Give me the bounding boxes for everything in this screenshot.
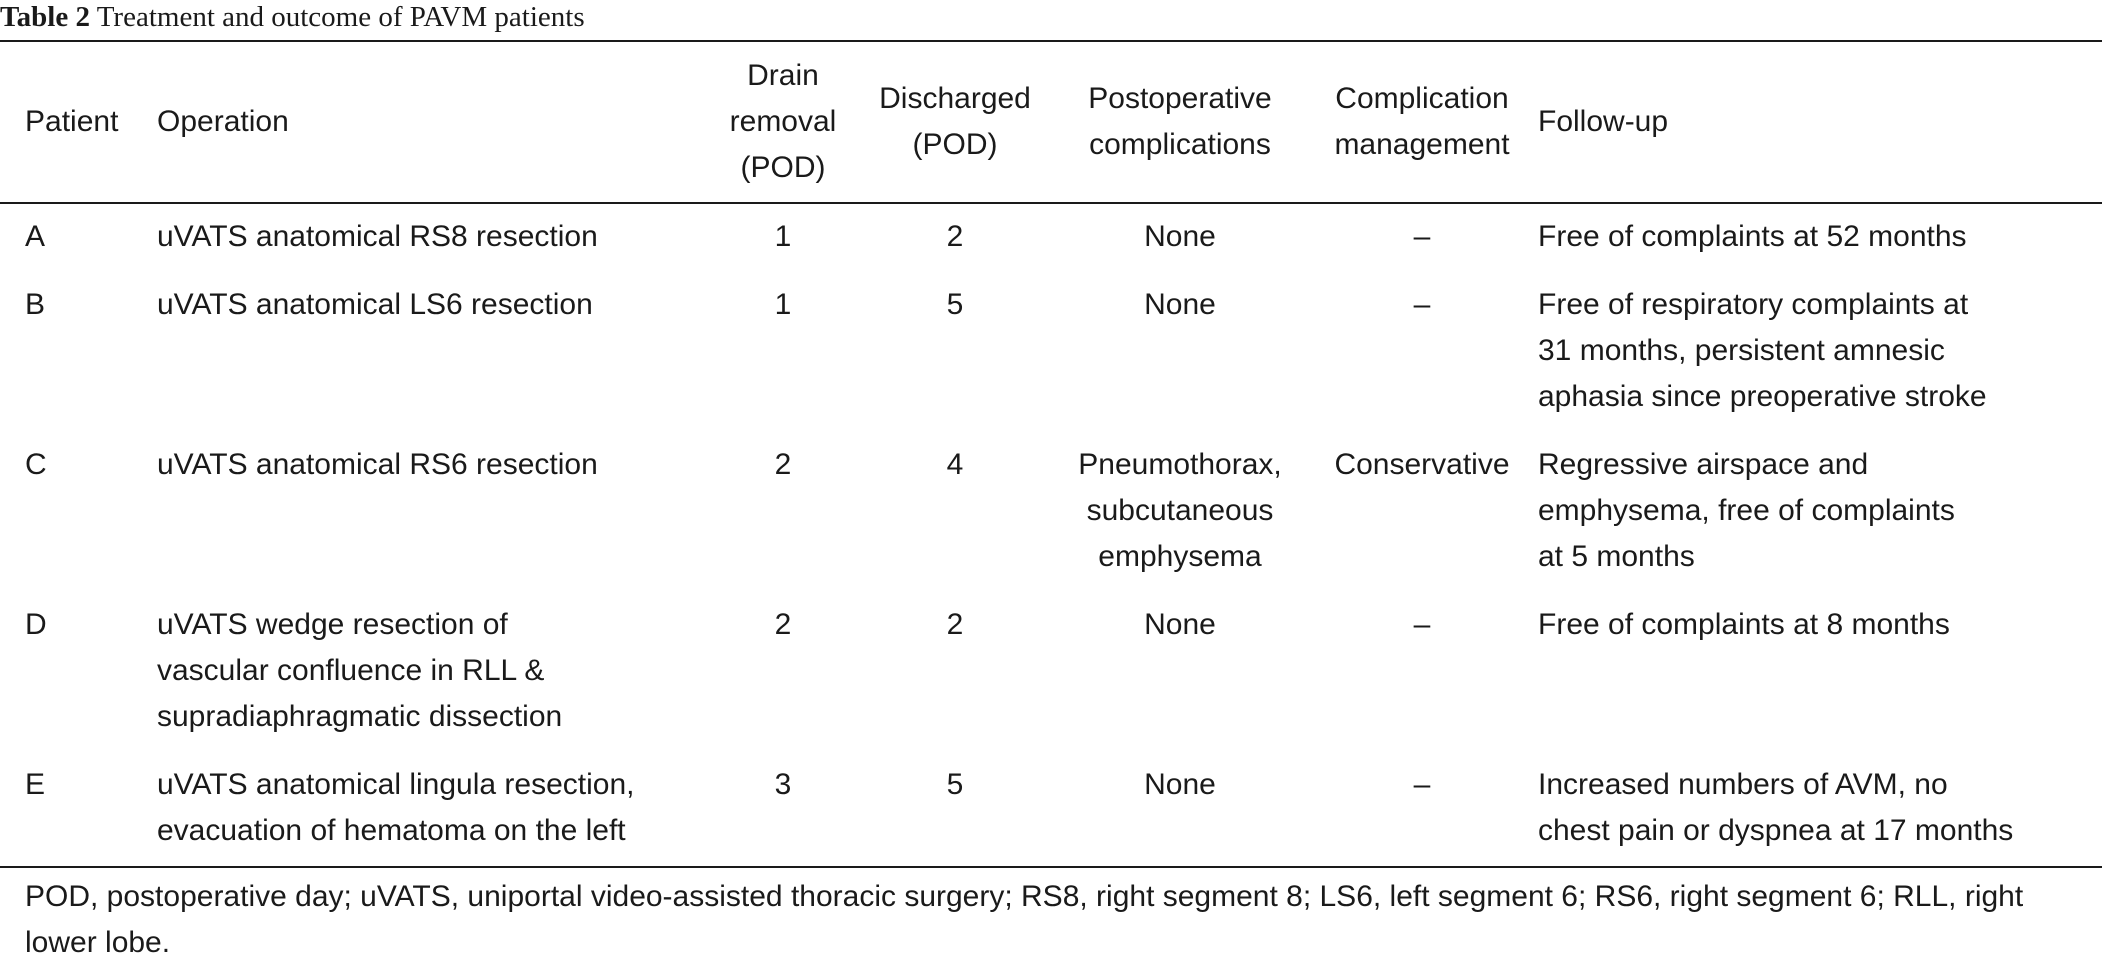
cell-patient: C	[25, 448, 47, 481]
cell-drain-removal: 2	[774, 448, 792, 481]
table-caption-label: Table 2	[0, 1, 90, 33]
cell-patient: E	[25, 768, 46, 801]
table-row	[0, 590, 2102, 750]
table-caption-title: Treatment and outcome of PAVM patients	[96, 1, 585, 33]
table-footnote: POD, postoperative day; uVATS, uniportal video-assisted thoracic surgery; RS8, right segment 8; LS6, left segment 6; RS6, right segment 6; RLL, right lower lobe.	[25, 880, 2024, 959]
table-row	[0, 202, 2102, 270]
cell-patient: B	[25, 288, 46, 321]
outcome-table	[0, 42, 2102, 868]
cell-follow-up: Free of respiratory complaints at 31 months, persistent amnesic aphasia since preoperative stroke	[1538, 288, 1987, 413]
cell-complication-management: –	[1413, 288, 1431, 321]
cell-patient: A	[25, 220, 46, 253]
cell-drain-removal: 1	[774, 288, 792, 321]
cell-postoperative-complications: None	[1144, 608, 1216, 641]
cell-operation: uVATS wedge resection of vascular confluence in RLL & supradiaphragmatic dissection	[157, 608, 563, 733]
header-row	[0, 42, 2102, 202]
cell-drain-removal: 3	[774, 768, 792, 801]
cell-follow-up: Regressive airspace and emphysema, free of complaints at 5 months	[1538, 448, 1955, 573]
cell-discharged: 2	[946, 220, 964, 253]
header-patient: Patient	[25, 105, 119, 138]
table-row	[0, 430, 2102, 590]
cell-discharged: 4	[946, 448, 964, 481]
cell-follow-up: Increased numbers of AVM, no chest pain or dyspnea at 17 months	[1538, 768, 2014, 847]
header-complication-management: Complication management	[1334, 82, 1510, 161]
cell-postoperative-complications: Pneumothorax, subcutaneous emphysema	[1078, 448, 1282, 573]
cell-operation: uVATS anatomical RS8 resection	[157, 220, 598, 253]
cell-postoperative-complications: None	[1144, 288, 1216, 321]
header-discharged: Discharged (POD)	[879, 82, 1031, 161]
header-follow-up: Follow-up	[1538, 105, 1669, 138]
cell-postoperative-complications: None	[1144, 220, 1216, 253]
cell-follow-up: Free of complaints at 8 months	[1538, 608, 1950, 641]
cell-drain-removal: 1	[774, 220, 792, 253]
cell-complication-management: –	[1413, 608, 1431, 641]
cell-operation: uVATS anatomical lingula resection, evacuation of hematoma on the left	[157, 768, 635, 847]
cell-discharged: 5	[946, 768, 964, 801]
cell-follow-up: Free of complaints at 52 months	[1538, 220, 1967, 253]
cell-complication-management: –	[1413, 768, 1431, 801]
cell-complication-management: Conservative	[1334, 448, 1510, 481]
header-operation: Operation	[157, 105, 289, 138]
cell-drain-removal: 2	[774, 608, 792, 641]
cell-operation: uVATS anatomical LS6 resection	[157, 288, 593, 321]
table-caption	[0, 0, 585, 38]
header-drain-removal: Drain removal (POD)	[729, 59, 837, 184]
cell-postoperative-complications: None	[1144, 768, 1216, 801]
cell-operation: uVATS anatomical RS6 resection	[157, 448, 598, 481]
header-postoperative-complications: Postoperative complications	[1088, 82, 1272, 161]
cell-complication-management: –	[1413, 220, 1431, 253]
table-row	[0, 270, 2102, 430]
cell-discharged: 5	[946, 288, 964, 321]
cell-discharged: 2	[946, 608, 964, 641]
cell-patient: D	[25, 608, 47, 641]
table-row	[0, 750, 2102, 868]
table-header	[0, 42, 2102, 202]
table-body	[0, 202, 2102, 868]
